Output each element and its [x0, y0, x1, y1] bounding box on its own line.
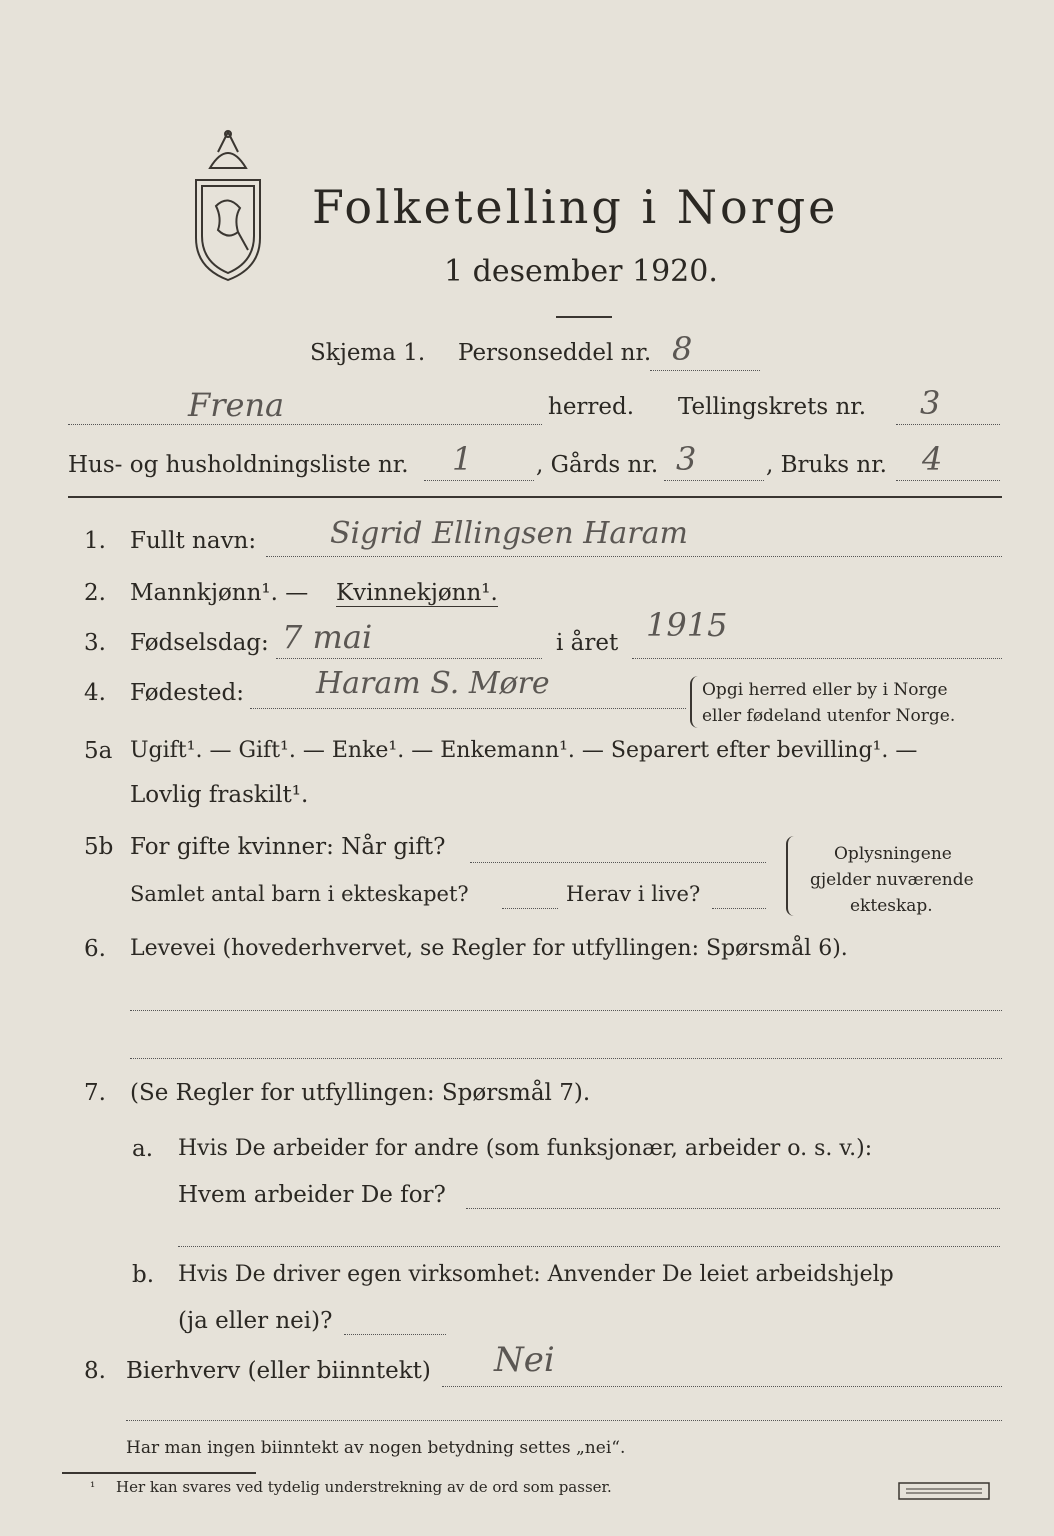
herav-i-live-field[interactable]: [712, 908, 766, 909]
census-date: 1 desember 1920.: [444, 254, 718, 289]
bruks-field[interactable]: [896, 480, 1000, 481]
birthplace-note-1: Opgi herred eller by i Norge: [702, 680, 948, 700]
marital-status-options[interactable]: Ugift¹. — Gift¹. — Enke¹. — Enkemann¹. — Separert efter bevilling¹. —: [130, 738, 918, 763]
bruks-label: , Bruks nr.: [766, 452, 887, 478]
q7-number: 7.: [84, 1080, 106, 1106]
q7b-line-2: (ja eller nei)?: [178, 1308, 333, 1334]
bierhverv-field-2[interactable]: [126, 1420, 1002, 1421]
birth-year-label: i året: [556, 630, 619, 656]
arbeidshjelp-field[interactable]: [344, 1334, 446, 1335]
footnote-text: Her kan svares ved tydelig understrekning av de ord som passer.: [116, 1478, 612, 1496]
q7b-letter: b.: [132, 1262, 155, 1288]
levevei-field-1[interactable]: [130, 1010, 1002, 1011]
q4-label: Fødested:: [130, 680, 245, 706]
q4-number: 4.: [84, 680, 106, 706]
bierhverv-value: Nei: [494, 1340, 555, 1380]
levevei-field-2[interactable]: [130, 1058, 1002, 1059]
mannkjonn-option[interactable]: Mannkjønn¹. —: [130, 580, 309, 606]
antal-barn-label: Samlet antal barn i ekteskapet?: [130, 882, 469, 906]
q7-label: (Se Regler for utfyllingen: Spørsmål 7).: [130, 1080, 591, 1106]
skjema-label: Skjema 1.: [310, 340, 426, 366]
gards-field[interactable]: [664, 480, 764, 481]
birthday-field[interactable]: [276, 658, 542, 659]
birthplace-field[interactable]: [250, 708, 686, 709]
q7a-letter: a.: [132, 1136, 154, 1162]
full-name-value: Sigrid Ellingsen Haram: [330, 516, 688, 551]
herav-i-live-label: Herav i live?: [566, 882, 701, 906]
birth-year-value: 1915: [646, 606, 728, 644]
tellingskrets-value: 3: [920, 384, 941, 422]
birth-year-field[interactable]: [632, 658, 1002, 659]
q1-number: 1.: [84, 528, 106, 554]
employer-field-2[interactable]: [178, 1246, 1000, 1247]
gards-label: , Gårds nr.: [536, 452, 659, 478]
herred-label: herred.: [548, 394, 635, 420]
marriage-brace: [786, 836, 798, 916]
q7a-line-1: Hvis De arbeider for andre (som funksjonær, arbeider o. s. v.):: [178, 1136, 873, 1161]
gards-value: 3: [676, 440, 697, 478]
antal-barn-field[interactable]: [502, 908, 558, 909]
herred-value: Frena: [188, 386, 285, 424]
personseddel-label: Personseddel nr.: [458, 340, 652, 366]
header-rule: [68, 496, 1002, 498]
q8-label: Bierhverv (eller biinntekt): [126, 1358, 431, 1384]
husholdningsliste-value: 1: [452, 440, 473, 478]
q3-number: 3.: [84, 630, 106, 656]
marriage-note-3: ekteskap.: [850, 896, 933, 916]
personseddel-field[interactable]: [650, 370, 760, 371]
husholdningsliste-label: Hus- og husholdningsliste nr.: [68, 452, 409, 478]
q5a-number: 5a: [84, 738, 113, 764]
page-title: Folketelling i Norge: [312, 180, 839, 234]
footer-note: Har man ingen biinntekt av nogen betydning settes „nei“.: [126, 1438, 626, 1458]
tellingskrets-field[interactable]: [896, 424, 1000, 425]
nar-gift-label: For gifte kvinner: Når gift?: [130, 834, 446, 860]
q5b-number: 5b: [84, 834, 114, 860]
q7b-line-1: Hvis De driver egen virksomhet: Anvender De leiet arbeidshjelp: [178, 1262, 894, 1287]
q1-label: Fullt navn:: [130, 528, 257, 554]
husholdningsliste-field[interactable]: [424, 480, 534, 481]
birthplace-brace: [690, 676, 700, 728]
nar-gift-field[interactable]: [470, 862, 766, 863]
kvinnekjonn-option[interactable]: Kvinnekjønn¹.: [336, 580, 498, 606]
birthplace-note-2: eller fødeland utenfor Norge.: [702, 706, 956, 726]
tellingskrets-label: Tellingskrets nr.: [678, 394, 867, 420]
printer-stamp-icon: [898, 1482, 990, 1500]
title-divider: [556, 316, 612, 318]
full-name-field[interactable]: [266, 556, 1002, 557]
footnote-mark: ¹: [90, 1480, 96, 1495]
q3-label: Fødselsdag:: [130, 630, 269, 656]
q2-number: 2.: [84, 580, 106, 606]
q8-number: 8.: [84, 1358, 106, 1384]
footer-rule: [62, 1472, 256, 1474]
birthplace-value: Haram S. Møre: [316, 666, 550, 701]
employer-field-1[interactable]: [466, 1208, 1000, 1209]
coat-of-arms-icon: [188, 128, 268, 284]
marriage-note-2: gjelder nuværende: [810, 870, 974, 890]
q6-label: Levevei (hovederhvervet, se Regler for utfyllingen: Spørsmål 6).: [130, 936, 848, 961]
bierhverv-field[interactable]: [442, 1386, 1002, 1387]
lovlig-fraskilt-option[interactable]: Lovlig fraskilt¹.: [130, 782, 309, 808]
q6-number: 6.: [84, 936, 106, 962]
herred-field[interactable]: [68, 424, 542, 425]
q7a-line-2: Hvem arbeider De for?: [178, 1182, 446, 1208]
bruks-value: 4: [922, 440, 943, 478]
birthday-value: 7 mai: [282, 618, 373, 656]
marriage-note-1: Oplysningene: [834, 844, 952, 864]
personseddel-value: 8: [672, 330, 693, 368]
